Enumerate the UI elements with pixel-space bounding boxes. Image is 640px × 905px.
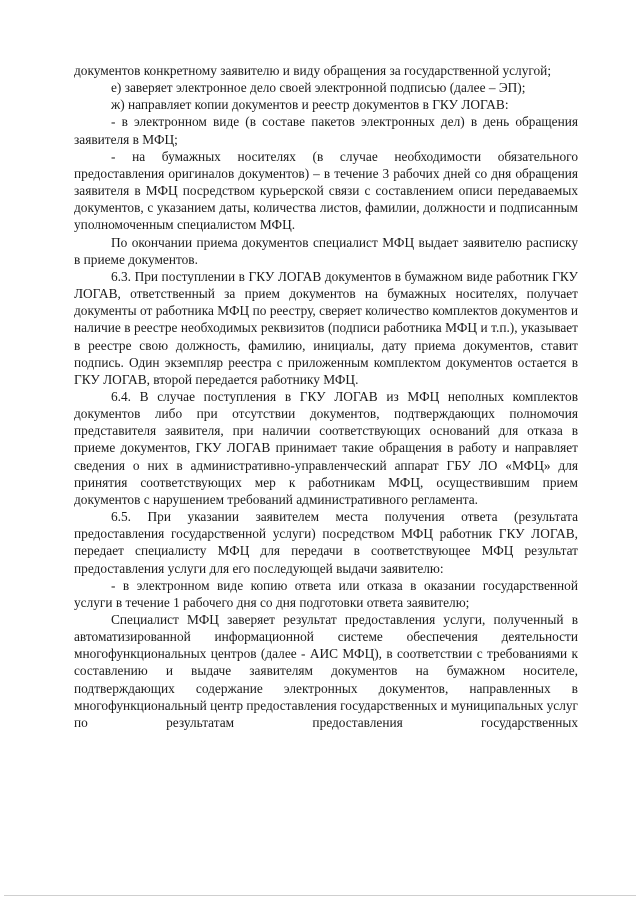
paragraph-item-zh: ж) направляет копии документов и реестр документов в ГКУ ЛОГАВ: [111, 97, 509, 113]
paragraph-6-5: 6.5. При указании заявителем места получения ответа (результата предоставления государственной услуги) посредством МФЦ работник ГКУ ЛОГАВ, передает специалисту МФЦ для передачи в соответствующее МФЦ результат предоставления услуги для его последующей выдачи заявителю: [74, 509, 578, 576]
paragraph-electronic: - в электронном виде (в составе пакетов электронных дел) в день обращения заявителя в МФЦ; [74, 114, 578, 147]
paragraph-continuation: документов конкретному заявителю и виду обращения за государственной услугой; [74, 63, 552, 78]
scan-edge-line [4, 895, 636, 896]
document-body [74, 62, 578, 731]
paragraph-specialist: Специалист МФЦ заверяет результат предоставления услуги, полученный в автоматизированной информационной системе обеспечения деятельности многофункциональных центров (далее - АИС МФЦ), в соответствии с требованиями к составлению и выдаче заявителям документов на бумажном носителе, подтверждающих содержание электронных документов, направленных в многофункциональный центр предоставления государственных и муниципальных услуг по результатам предоставления государственных [74, 612, 578, 730]
paragraph-receipt: По окончании приема документов специалист МФЦ выдает заявителю расписку в приеме документов. [74, 234, 578, 267]
paragraph-paper: - на бумажных носителях (в случае необходимости обязательного предоставления оригиналов документов) – в течение 3 рабочих дней со дня обращения заявителя в МФЦ посредством курьерской связи с составлением описи передаваемых документов, с указанием даты, количества листов, фамилии, должности и подписанным уполномоченным специалистом МФЦ. [74, 148, 578, 233]
paragraph-6-4: 6.4. В случае поступления в ГКУ ЛОГАВ из МФЦ неполных комплектов документов либо при отсутствии документов, подтверждающих полномочия представителя заявителя, при наличии соответствующих оснований для отказа в приеме документов, ГКУ ЛОГАВ принимает такие обращения в работу и направляет сведения о них в административно-управленческий аппарат ГБУ ЛО «МФЦ» для принятия соответствующих мер к работникам МФЦ, осуществившим прием документов с нарушением требований административного регламента. [74, 388, 578, 507]
paragraph-item-e: е) заверяет электронное дело своей электронной подписью (далее – ЭП); [111, 80, 526, 96]
paragraph-6-3: 6.3. При поступлении в ГКУ ЛОГАВ документов в бумажном виде работник ГКУ ЛОГАВ, ответственный за прием документов на бумажных носителях, получает документы от работника МФЦ по реестру, сверяет количество комплектов документов и наличие в реестре необходимых реквизитов (подписи работника МФЦ и т.п.), указывает в реестре свою должность, фамилию, инициалы, дату приема документов, ставит подпись. Один экземпляр реестра с приложенным комплектом документов остается в ГКУ ЛОГАВ, второй передается работнику МФЦ. [74, 268, 578, 387]
paragraph-electronic-copy: - в электронном виде копию ответа или отказа в оказании государственной услуги в течение 1 рабочего дня со дня подготовки ответа заявителю; [74, 577, 578, 610]
